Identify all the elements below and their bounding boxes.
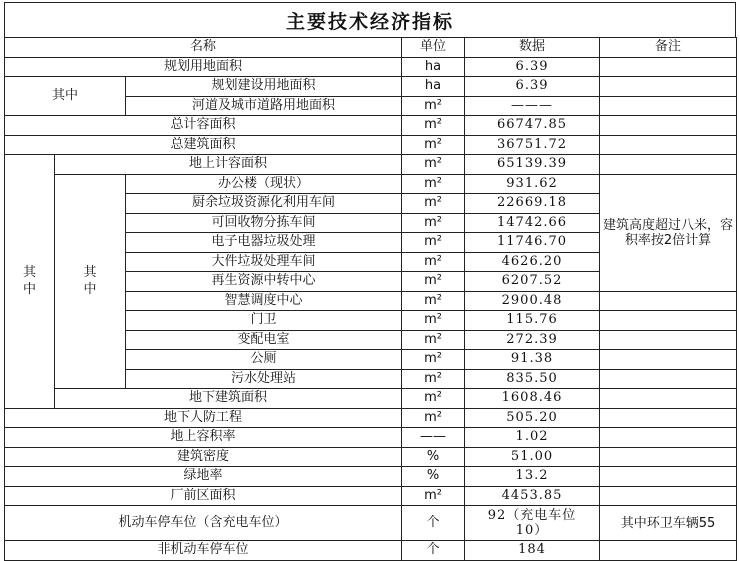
row-name: 门卫 [126,311,402,331]
row-value: 505.20 [465,408,600,428]
row-value: 115.76 [465,311,600,331]
group-label-outer: 其 中 [5,155,55,409]
indicator-sheet [4,2,736,558]
row-value: 1.02 [465,428,600,448]
row-unit: 个 [402,506,465,541]
row-value: 2900.48 [465,291,600,311]
row-note [600,350,737,370]
group-label-qizhong: 其中 [5,77,126,116]
row-value: 92（充电车位10） [465,506,600,541]
row-name: 智慧调度中心 [126,291,402,311]
row-name: 地上容积率 [5,428,402,448]
row-name: 可回收物分拣车间 [126,213,402,233]
row-unit: m² [402,389,465,409]
row-name: 地上计容面积 [55,155,402,175]
row-name: 非机动车停车位 [5,541,402,561]
row-value: ——— [465,96,600,116]
row-unit: —— [402,428,465,448]
row-note [600,447,737,467]
row-note [600,541,737,561]
row-unit: m² [402,116,465,136]
row-unit: ha [402,77,465,97]
table-row [5,408,737,428]
row-name: 公厕 [126,350,402,370]
table-row [5,541,737,561]
building-note: 建筑高度超过八米，容积率按2倍计算 [600,174,737,291]
row-unit: % [402,467,465,487]
row-value: 36751.72 [465,135,600,155]
row-note [600,311,737,331]
row-unit: m² [402,408,465,428]
row-name: 地下建筑面积 [55,389,402,409]
indicator-table [4,37,737,561]
row-name: 污水处理站 [126,369,402,389]
row-name: 地下人防工程 [5,408,402,428]
row-value: 4626.20 [465,252,600,272]
row-name: 电子电器垃圾处理 [126,233,402,253]
row-unit: m² [402,330,465,350]
row-unit: m² [402,213,465,233]
row-value: 272.39 [465,330,600,350]
table-header-row [5,38,737,58]
row-name: 变配电室 [126,330,402,350]
table-row [5,428,737,448]
row-name: 规划建设用地面积 [126,77,402,97]
header-name: 名称 [5,38,402,58]
row-value: 6.39 [465,57,600,77]
row-note [600,135,737,155]
row-note: 其中环卫车辆55 [600,506,737,541]
row-unit: m² [402,252,465,272]
row-name: 大件垃圾处理车间 [126,252,402,272]
row-name: 规划用地面积 [5,57,402,77]
row-name: 厂前区面积 [5,486,402,506]
row-note [600,77,737,97]
row-note [600,57,737,77]
row-name: 建筑密度 [5,447,402,467]
table-row [5,135,737,155]
row-value: 14742.66 [465,213,600,233]
row-name: 河道及城市道路用地面积 [126,96,402,116]
row-value: 66747.85 [465,116,600,136]
row-unit: m² [402,233,465,253]
row-value: 835.50 [465,369,600,389]
table-row [5,116,737,136]
row-value: 6.39 [465,77,600,97]
row-value: 91.38 [465,350,600,370]
row-unit: m² [402,350,465,370]
row-note [600,428,737,448]
table-row [5,155,737,175]
table-row [5,506,737,541]
row-name: 绿地率 [5,467,402,487]
row-note [600,467,737,487]
row-note [600,389,737,409]
row-unit: m² [402,96,465,116]
table-title: 主要技术经济指标 [4,2,736,38]
table-row [5,77,737,97]
row-unit: m² [402,291,465,311]
row-value: 13.2 [465,467,600,487]
row-value: 4453.85 [465,486,600,506]
header-unit: 单位 [402,38,465,58]
row-note [600,408,737,428]
header-data: 数据 [465,38,600,58]
row-name: 机动车停车位（含充电车位） [5,506,402,541]
row-value: 6207.52 [465,272,600,292]
group-label-inner: 其 中 [55,174,126,389]
row-unit: % [402,447,465,467]
table-row [5,467,737,487]
row-value: 65139.39 [465,155,600,175]
row-note [600,116,737,136]
row-note [600,291,737,311]
row-name: 厨余垃圾资源化利用车间 [126,194,402,214]
row-value: 22669.18 [465,194,600,214]
table-row [5,486,737,506]
row-unit: m² [402,135,465,155]
row-note [600,486,737,506]
row-unit: 个 [402,541,465,561]
row-note [600,96,737,116]
row-value: 51.00 [465,447,600,467]
row-unit: m² [402,369,465,389]
table-row [5,389,737,409]
row-unit: m² [402,311,465,331]
header-note: 备注 [600,38,737,58]
row-unit: m² [402,174,465,194]
row-value: 931.62 [465,174,600,194]
row-name: 总建筑面积 [5,135,402,155]
table-row [5,57,737,77]
row-name: 再生资源中转中心 [126,272,402,292]
row-unit: m² [402,272,465,292]
row-name: 办公楼（现状） [126,174,402,194]
row-value: 184 [465,541,600,561]
row-note [600,155,737,175]
row-note [600,330,737,350]
row-value: 11746.70 [465,233,600,253]
row-unit: m² [402,155,465,175]
row-unit: ha [402,57,465,77]
row-unit: m² [402,194,465,214]
table-row [5,174,737,194]
row-note [600,369,737,389]
row-value: 1608.46 [465,389,600,409]
table-row [5,447,737,467]
row-name: 总计容面积 [5,116,402,136]
row-unit: m² [402,486,465,506]
